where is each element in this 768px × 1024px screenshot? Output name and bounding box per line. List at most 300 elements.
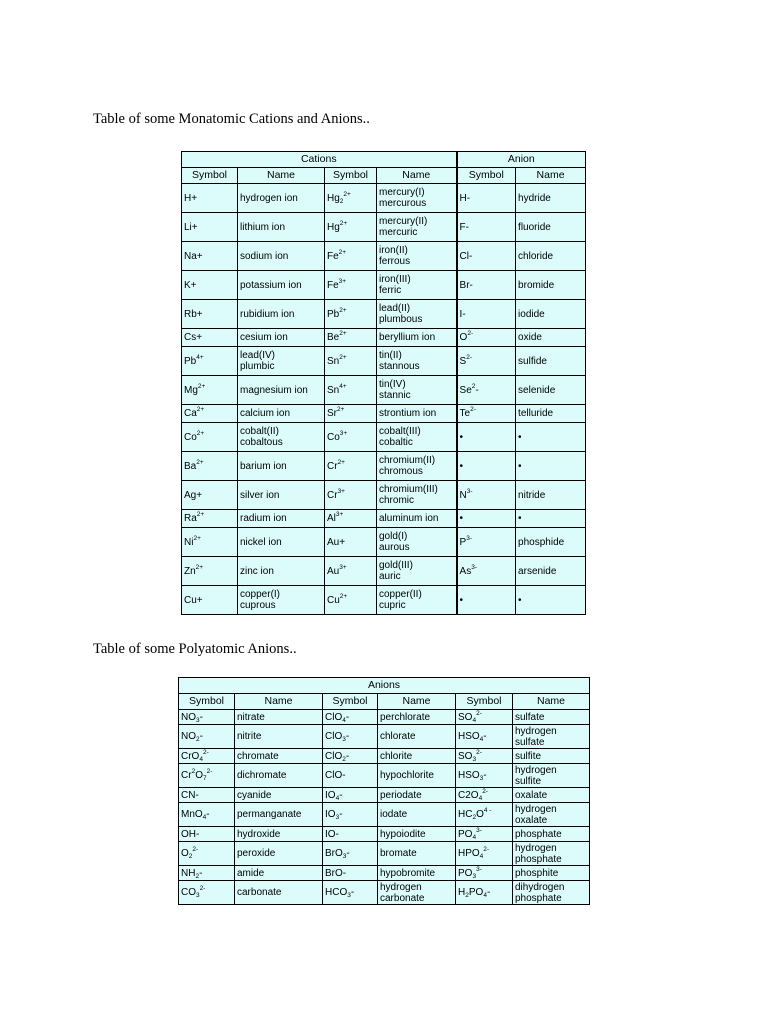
symbol-text: HSO [458,770,480,781]
symbol-superscript: 2+ [337,406,345,413]
ion-symbol [182,213,238,242]
ion-name-line: oxide [518,332,542,343]
ion-name-line: iodate [380,809,408,820]
symbol-subscript: 2 [465,892,469,899]
ion-name [516,213,586,242]
ion-name-line: selenide [518,384,556,396]
symbol-text: • [459,431,464,443]
symbol-text: - [350,887,355,898]
ion-name-line: nitride [518,489,546,501]
ion-name [516,405,586,423]
symbol-text: Cu+ [184,594,203,606]
ion-name-line: cupric [379,600,406,611]
table-row [182,213,586,242]
ion-name-line: strontium ion [379,408,437,419]
ion-name [516,347,586,376]
ion-name-line: chlorite [380,750,413,762]
ion-name-line: mercury(I) [379,187,425,198]
ion-symbol [457,242,516,271]
symbol-subscript: 4 [202,814,207,821]
ion-name-line: cobaltic [379,437,413,448]
ion-name [516,376,586,405]
column-header: Name [238,168,325,184]
ion-symbol [457,184,516,213]
ion-name [377,184,457,213]
ion-name [513,842,590,866]
ion-name [238,376,325,405]
ion-symbol [182,452,238,481]
ion-name-line: hypoiodite [380,828,426,840]
ion-name-line: rubidium ion [240,308,295,320]
ion-name-line: auric [379,571,401,582]
ion-name [377,586,457,615]
symbol-text: Br- [459,279,473,291]
ion-symbol [457,423,516,452]
symbol-superscript: 2- [476,709,482,717]
table-row [179,788,590,803]
ion-symbol [325,586,377,615]
ion-name-line: lead(II) [379,303,411,314]
cations-group-header: Cations [182,152,457,168]
ion-name [238,347,325,376]
ion-name-line: barium ion [240,460,287,472]
ion-name [513,710,590,725]
symbol-superscript: 3- [471,563,477,571]
symbol-superscript: 4+ [196,353,204,361]
ion-name-line: oxalate [515,814,548,826]
ion-symbol [456,866,513,881]
ion-name-line: carbonate [237,887,282,898]
symbol-text: H [458,887,466,898]
ion-name [513,749,590,764]
table-row [182,586,586,615]
table-row [182,452,586,481]
ion-symbol [325,405,377,423]
ion-symbol [179,827,235,842]
ion-symbol [325,528,377,557]
ion-name-line: fluoride [518,221,551,233]
ion-name-line: bromate [380,848,417,859]
column-header: Symbol [179,694,235,710]
ion-name [235,749,323,764]
ion-name-line: cesium ion [240,332,288,343]
symbol-text: Ba [184,460,197,472]
column-header: Name [516,168,586,184]
table-row [182,481,586,510]
ion-name [235,725,323,749]
symbol-text: - [346,848,350,859]
ion-symbol [182,347,238,376]
symbol-superscript: 2+ [196,429,205,437]
symbol-superscript: 4 - [483,807,492,814]
ion-symbol [182,423,238,452]
symbol-text: Cr [327,460,338,472]
ion-name [377,557,457,586]
symbol-text: PO [458,867,473,879]
ion-name-line: radium ion [240,513,287,524]
ion-symbol [457,528,516,557]
ion-name-line: • [518,431,522,443]
ion-name [238,405,325,423]
table-row [179,725,590,749]
symbol-text: - [199,731,203,742]
ion-name-line: phosphate [515,828,562,840]
ion-name [516,510,586,528]
symbol-superscript: 3- [466,534,472,542]
ion-symbol [325,557,377,586]
ion-name-line: sulfate [515,711,545,723]
symbol-text: - [199,867,203,879]
symbol-subscript: 3 [335,814,340,821]
ion-symbol [323,881,378,905]
symbol-text: Cl- [459,250,473,262]
polyatomic-table-heading: Table of some Polyatomic Anions.. [93,641,297,657]
ion-name-line: magnesium ion [240,384,308,396]
ion-name [238,423,325,452]
ion-name-line: calcium ion [240,408,291,419]
symbol-subscript: 3 [472,755,477,763]
ion-symbol [456,764,513,788]
symbol-text: Fe [327,279,339,291]
symbol-text: Hg [327,221,340,233]
ion-symbol [325,481,377,510]
ion-name [377,242,457,271]
ion-name-line: gold(III) [379,560,413,571]
ion-name [378,764,456,788]
table-row [182,347,586,376]
symbol-superscript: 2- [192,846,199,853]
symbol-text: - [345,731,350,742]
ion-symbol [457,452,516,481]
table-row [182,528,586,557]
ion-name [378,749,456,764]
symbol-text: HSO [458,731,480,742]
ion-symbol [456,842,513,866]
ion-name-line: dichromate [237,770,287,781]
ion-name-line: sulfite [515,750,542,762]
symbol-text: HC [458,809,473,820]
ion-name [516,271,586,300]
symbol-text: - [339,789,343,801]
ion-name-line: stannous [379,361,420,372]
symbol-subscript: 4 [479,736,484,743]
symbol-text: NO [181,731,196,742]
ion-name-line: lithium ion [240,221,286,233]
symbol-superscript: 2+ [197,382,206,390]
symbol-subscript: 4 [478,794,483,802]
symbol-subscript: 3 [479,775,484,782]
symbol-text: Cr [327,489,338,501]
symbol-superscript: 2+ [343,190,351,198]
table-row [182,184,586,213]
anions-group-header: Anions [179,678,590,694]
ion-name [516,452,586,481]
polyatomic-anions-table [178,677,590,905]
ion-symbol [182,184,238,213]
symbol-text: Pb [184,355,197,367]
ion-name-line: cuprous [240,600,276,611]
ion-symbol [179,749,235,764]
symbol-superscript: 2+ [196,511,205,518]
symbol-text: Hg [327,192,340,204]
ion-symbol [179,881,235,905]
ion-symbol [323,764,378,788]
ion-name-line: iron(II) [379,245,408,256]
symbol-text: ClO [325,711,343,723]
ion-name-line: iodide [518,308,545,320]
ion-name-line: zinc ion [240,565,274,577]
symbol-superscript: 3- [476,826,482,834]
ion-name-line: amide [237,867,265,879]
symbol-text: Ni [184,536,194,548]
ion-name-line: dihydrogen [515,881,565,893]
ion-name-line: aurous [379,542,410,553]
symbol-text: Sr [327,408,337,419]
ion-symbol [182,300,238,329]
ion-name-line: • [518,594,522,606]
ion-name [513,827,590,842]
symbol-superscript: 2- [476,748,482,756]
symbol-text: Sn [327,355,340,367]
column-header: Name [378,694,456,710]
symbol-text: I- [459,308,466,320]
ion-name-line: stannic [379,390,411,401]
symbol-text: O [459,332,468,343]
symbol-text: Ra [184,513,197,524]
ion-name-line: silver ion [240,489,280,501]
ion-name-line: ferric [379,285,402,296]
ion-name [238,586,325,615]
ion-name-line: hydrogen [515,842,557,854]
monatomic-ions-table [181,151,586,615]
table-row [179,749,590,764]
ion-name-line: arsenide [518,565,557,577]
ion-name-line: oxalate [515,789,548,801]
symbol-superscript: 2- [206,768,213,775]
ion-name-line: perchlorate [380,711,431,723]
symbol-superscript: 2- [466,353,472,361]
symbol-text: - [483,770,487,781]
ion-symbol [182,376,238,405]
ion-symbol [325,452,377,481]
ion-symbol [323,803,378,827]
ion-name [378,866,456,881]
ion-name [238,452,325,481]
ion-name-line: bromide [518,279,555,291]
ion-symbol [325,376,377,405]
symbol-subscript: 3 [342,736,346,743]
ion-name-line: sulfite [515,775,542,787]
symbol-text: N [459,489,467,501]
ion-name [516,481,586,510]
ion-name-line: hypochlorite [380,770,434,781]
symbol-text: SO [458,750,473,762]
ion-name-line: permanganate [237,809,302,820]
ion-name-line: sulfate [515,736,545,748]
ion-symbol [456,710,513,725]
ion-symbol [325,213,377,242]
ion-name-line: nickel ion [240,536,282,548]
ion-name-line: hydrogen ion [240,192,298,204]
symbol-superscript: 2- [482,787,488,795]
ion-name [378,710,456,725]
symbol-text: NO [181,711,196,723]
symbol-text: - [199,711,203,723]
ion-symbol [456,827,513,842]
symbol-text: ClO- [325,770,346,781]
ion-name-line: cobalt(II) [240,426,279,437]
symbol-superscript: 3+ [338,277,347,285]
ion-name-line: phosphate [515,853,562,865]
symbol-text: - [345,711,350,723]
ion-name [377,405,457,423]
symbol-subscript: 2 [195,872,200,880]
ion-name [377,528,457,557]
ion-symbol [325,271,377,300]
ion-symbol [323,788,378,803]
ion-symbol [179,764,235,788]
symbol-superscript: 2- [483,846,490,853]
table-row [182,423,586,452]
ion-symbol [179,788,235,803]
symbol-superscript: 2+ [337,458,345,466]
symbol-subscript: 4 [335,794,340,802]
ion-symbol [179,710,235,725]
symbol-superscript: 2+ [339,330,347,337]
symbol-text: - [345,750,350,762]
ion-name [235,788,323,803]
ion-name [378,788,456,803]
symbol-text: Na+ [184,250,203,262]
ion-name [238,242,325,271]
ion-name [377,510,457,528]
symbol-text: Co [184,431,197,443]
symbol-text: O [195,770,203,781]
ion-name-line: peroxide [237,848,276,859]
column-header: Symbol [182,168,238,184]
symbol-text: Zn [184,565,196,577]
ion-name [238,481,325,510]
symbol-text: SO [458,711,473,723]
ion-name-line: tin(IV) [379,379,406,390]
ion-symbol [457,510,516,528]
ion-name-line: lead(IV) [240,350,276,361]
symbol-superscript: 2- [470,406,476,413]
symbol-text: Au+ [327,536,346,548]
ion-name-line: chromium(II) [379,455,436,466]
ion-symbol [325,242,377,271]
ion-symbol [457,347,516,376]
ion-name [516,329,586,347]
symbol-text: ClO [325,750,343,762]
symbol-subscript: 4 [472,716,477,724]
symbol-text: Rb+ [184,308,203,320]
ion-name [513,764,590,788]
symbol-text: BrO [325,848,343,859]
symbol-text: K+ [184,279,197,291]
symbol-superscript: 3+ [339,563,347,571]
ion-name [238,271,325,300]
symbol-text: P [459,536,467,548]
symbol-text: Be [327,332,340,343]
ion-symbol [457,300,516,329]
symbol-superscript: 2+ [339,592,348,600]
symbol-subscript: 7 [202,775,207,782]
symbol-superscript: 3- [476,865,482,873]
ion-symbol [456,749,513,764]
symbol-text: - [475,384,479,396]
symbol-text: S [459,355,467,367]
ion-name-line: cobalt(III) [379,426,421,437]
ion-name-line: mercury(II) [379,216,428,227]
symbol-text: IO [325,809,336,820]
ion-name-line: hydrogen [515,725,557,737]
ion-name-line: gold(I) [379,531,408,542]
ion-symbol [323,842,378,866]
symbol-superscript: 4+ [339,382,347,390]
table-row [182,300,586,329]
ion-symbol [457,405,516,423]
anion-group-header: Anion [457,152,586,168]
ion-symbol [325,300,377,329]
symbol-text: Cr [181,770,192,781]
symbol-subscript: 3 [196,892,200,899]
ion-name [377,271,457,300]
symbol-superscript: 2+ [196,458,204,466]
ion-name [513,881,590,905]
ion-symbol [457,271,516,300]
symbol-text: H+ [184,192,198,204]
ion-name-line: hydride [518,192,551,204]
symbol-superscript: 2+ [339,219,348,227]
ion-name [513,803,590,827]
ion-name [235,881,323,905]
ion-symbol [323,866,378,881]
ion-name [513,866,590,881]
ion-name-line: iron(III) [379,274,411,285]
ion-name [238,510,325,528]
ion-symbol [323,749,378,764]
ion-symbol [323,827,378,842]
table-row [179,881,590,905]
symbol-text: Al [327,513,336,524]
ion-symbol [456,803,513,827]
monatomic-table-heading: Table of some Monatomic Cations and Anions.. [93,111,370,127]
symbol-text: MnO [181,809,203,820]
ion-name [235,866,323,881]
symbol-subscript: 3 [342,853,347,860]
ion-symbol [182,271,238,300]
symbol-superscript: 2 [471,382,476,390]
ion-symbol [457,376,516,405]
symbol-text: Sn [327,384,340,396]
symbol-subscript: 2 [188,853,193,860]
symbol-text: HPO [458,848,480,859]
table-row [182,329,586,347]
symbol-text: Cu [327,594,340,606]
symbol-text: Co [327,431,340,443]
ion-symbol [179,842,235,866]
table-row [179,866,590,881]
ion-symbol [457,329,516,347]
ion-symbol [456,725,513,749]
ion-name-line: • [518,460,522,472]
table-row [179,842,590,866]
ion-name [238,557,325,586]
ion-name-line: chromium(III) [379,484,438,495]
ion-name [516,242,586,271]
ion-name-line: • [518,513,522,524]
